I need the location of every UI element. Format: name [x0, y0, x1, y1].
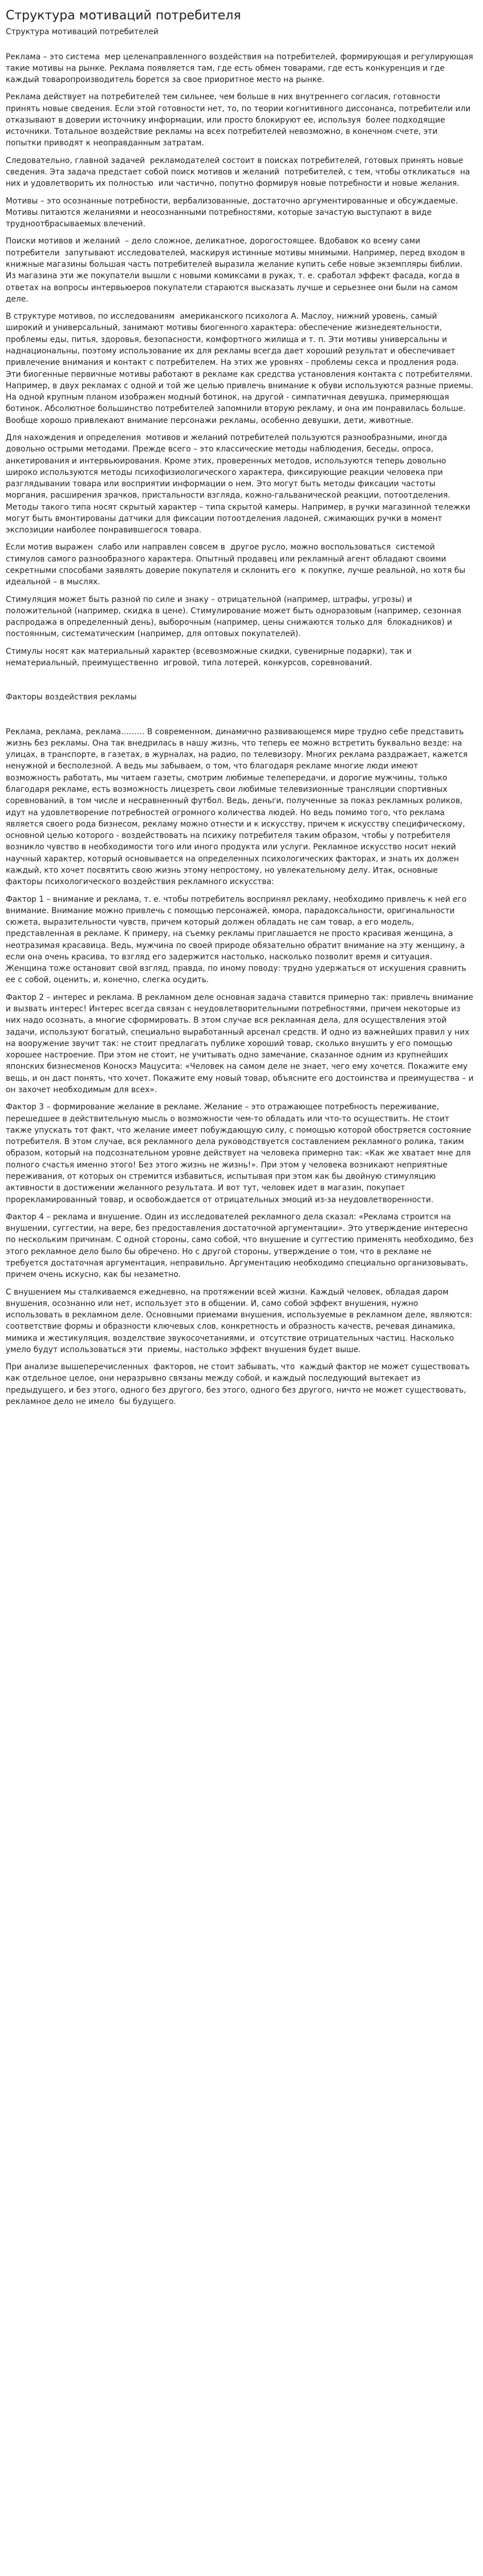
- paragraph: Стимуляция может быть разной по силе и знаку – отрицательной (например, штрафы, угрозы) и положительной (например, скидка в цене). Стимулирование может быть одноразовым (например, сезонная распродажа в определенный день), выборочным (например, цены снижаются только для блокадников) и постоянным, систематическим (например, для оптовых покупателей).: [6, 595, 464, 639]
- paragraph: Фактор 3 – формирование желание в рекламе. Желание – это отражающее потребность переживание, перешедшее в действительную мысль о возможности чем-то обладать или что-то осуществить. Не стоит также упускать тот факт, что желание имеет побуждающую силу, с помощью которой обостряется состояние потребителя. В этом случае, вся рекламного дела руководствуется составлением рекламного ролика, таким образом, который на подсознательном уровне действует на человека примерно так: «Как же хватает мне для полного счастья именно этого! Без этого жизнь не жизнь!». При этом у человека возникают неприятные переживания, от которых он стремится избавиться, испытывая при этом как бы двойную стимуляцию активности в достижении желанного результата. И вот тут, человек идет в магазин, покупает прорекламированный товар, и освобождается от отрицательных эмоций из-за неудовлетворенности.: [6, 1102, 474, 1204]
- paragraph: В структуре мотивов, по исследованиям американского психолога А. Маслоу, нижний уровень, самый широкий и универсальный, занимают мотивы биогенного характера: обеспечение жизнедеятельности, проблемы еды, питья, здоровья, безопасности, комфортного жилища и т. п. Эти мотивы универсальны и наднациональны, поэтому использование их для рекламы всегда дает хороший результат и обеспечивает привлечение внимания и контакт с потребителем. На этих же уровнях - проблемы секса и продления рода. Эти биогенные первичные мотивы работают в рекламе как средства установления контакта с потребителями. Например, в двух рекламах с одной и той же целью привлечь внимание к обуви используются разные приемы. На одной крупным планом изображен модный ботинок, на другой - симпатичная девушка, примеряющая ботинок. Абсолютное большинство потребителей запомнили вторую рекламу, и она им понравилась больше. Вообще хорошо привлекают внимание персонажи рекламы, особенно девушки, дети, животные.: [6, 312, 476, 425]
- paragraph: Фактор 2 – интерес и реклама. В рекламном деле основная задача ставится примерно так: привлечь внимание и вызвать интерес! Интерес всегда связан с неудовлетворительными потребностями, причем некоторые из них надо осознать, а многие сформировать. В этом случае вся рекламная дела, для осуществления этой задачи, используют богатый, специально выработанный арсенал средств. И одно из важнейших правил у них на вооружение звучит так: не стоит предлагать публике хороший товар, сколько внушить у его помощью хорошее настроение. При этом не стоит, не учитывать одно замечание, сказанное одним из крупнейших японских бизнесменов Коноскэ Мацусита: «Человек на самом деле не знает, чего ему хочется. Покажите ему вещь, и он даст понять, что хочет. Покажите ему новый товар, объясните его достоинства и преимущества – и он захочет необходимым для всех».: [6, 992, 476, 1094]
- page-subtitle: Структура мотиваций потребителей: [6, 27, 159, 36]
- section-heading: Факторы воздействия рекламы: [6, 693, 137, 702]
- paragraph: Мотивы – это осознанные потребности, вербализованные, достаточно аргументированные и обсуждаемые. Мотивы питаются желаниями и неосознанными потребностями, которые зачастую выступают в виде трудноотбрасываемых влечений.: [6, 196, 461, 229]
- paragraph: Фактор 4 – реклама и внушение. Один из исследователей рекламного дела сказал: «Реклама строится на внушении, суггестии, на вере, без предоставления достаточной аргументации». Это утверждение интересно по нескольким причинам. С одной стороны, само собой, что внушение и суггестию применять необходимо, без этого рекламное дело было бы обречено. Но с другой стороны, утверждение о том, что в рекламе не требуется достаточная аргументация, неправильно. Аргументацию необходимо специально организовывать, причем очень искусно, как бы незаметно.: [6, 1212, 476, 1280]
- paragraph: При анализе вышеперечисленных факторов, не стоит забывать, что каждый фактор не может существовать как отдельное целое, они неразрывно связаны между собой, и каждый последующий вытекает из предыдущего, и без этого, одного без другого, без этого, одного без другого, ничто не может существовать, рекламное дело не имело бы будущего.: [6, 1362, 472, 1407]
- paragraph: Поиски мотивов и желаний – дело сложное, деликатное, дорогостоящее. Вдобавок ко всему сами потребители запутывают исследователей, маскируя истинные мотивы мнимыми. Например, перед входом в книжные магазины большая часть потребителей выразила желание купить себе новые экземпляры библии. Из магазина эти же покупатели вышли с новыми комиксами в руках, т. е. сработал эффект фасада, когда в ответах на вопросы интервьюеров покупатели стараются высказать лучше и серьезнее они были на самом деле.: [6, 237, 468, 304]
- paragraph: С внушением мы сталкиваемся ежедневно, на протяжении всей жизни. Каждый человек, обладая даром внушения, осознанно или нет, использует это в общении. И, само собой эффект внушения, нужно использовать в рекламном деле. Основными приемами внушения, используемые в рекламном деле, являются: соответствие формы и образности ключевых слов, конкретность и образность качеств, речевая динамика, мимика и жестикуляция, возделствие звукосочетаниями, и отсутствие отрицательных частиц. Насколько умело будут использоваться эти приемы, настолько эффект внушения будет выше.: [6, 1287, 475, 1354]
- paragraph: Следовательно, главной задачей рекламодателей состоит в поисках потребителей, готовых принять новые сведения. Эта задача предстает собой поиск мотивов и желаний потребителей, с тем, чтобы откликаться на них и удовлетворить их полностью или частично, попутно формируя новые потребности и новые желания.: [6, 156, 473, 189]
- paragraph: Стимулы носят как материальный характер (всевозможные скидки, сувенирные подарки), так и нематериальный, преимущественно игровой, типа лотерей, конкурсов, соревнований.: [6, 646, 415, 668]
- paragraph: Фактор 1 – внимание и реклама, т. е. чтобы потребитель воспринял рекламу, необходимо привлечь к ней его внимание. Внимание можно привлечь с помощью персонажей, юмора, парадоксальности, оригинальности сюжета, выразительности чувств, причем который должен обладать не сам товар, а его модель, представленная в рекламе. К примеру, на съемку рекламы приглашается не просто красивая женщина, а неотразимая красавица. Ведь, мужчина по своей природе обязательно обратит внимание на эту женщину, а если она очень красива, то взгляд его задержится настолько, насколько позволит время и ситуация. Женщина тоже остановит свой взгляд, правда, по иному поводу: трудно удержаться от искушения сравнить ее с собой, оценить, и, конечно, слегка осудить.: [6, 894, 469, 985]
- paragraph: Если мотив выражен слабо или направлен совсем в другое русло, можно воспользоваться системой стимулов самого разнообразного характера. Опытный продавец или рекламный агент обладают своими секретными способами заявлять доверие покупателя и склонить его к покупке, лучше реальной, но хотя бы идеальной – в мыслях.: [6, 543, 468, 587]
- paragraph: Для нахождения и определения мотивов и желаний потребителей пользуются разнообразными, иногда довольно острыми методами. Прежде всего – это классические методы наблюдения, беседы, опроса, анкетирования и интервьюирования. Кроме этих, проверенных методов, используются теперь довольно широко используются методы психофизиологического характера, фиксирующие реакции человека при разглядывании товара или восприятии информации о нем. Это могут быть методы фиксации частоты моргания, расширения зрачков, пристальности взгляда, кожно-гальванической реакции, потоотделения. Методы такого типа носят скрытый характер – типа скрытой камеры. Например, в ручки магазинной тележки могут быть вмонтированы датчики для фиксации потоотделения ладоней, сжимающих ручки в момент экспозиции наиболее понравившегося товара.: [6, 433, 473, 535]
- paragraph: Реклама действует на потребителей тем сильнее, чем больше в них внутреннего согласия, готовности принять новые сведения. Если этой готовности нет, то, по теории когнитивного диссонанса, потребители или отказывают в доверии источнику информации, или просто блокируют ее, используя более подходящие источники. Тотальное воздействие рекламы на всех потребителей невозможно, в конечном счете, эти попытки приводят к неоправданным затратам.: [6, 92, 473, 148]
- intro-section: [6, 51, 474, 669]
- factors-section: [6, 726, 474, 1408]
- page-title: Структура мотиваций потребителя: [6, 9, 241, 23]
- paragraph: Реклама, реклама, реклама……… В современном, динамично развивающемся мире трудно себе представить жизнь без рекламы. Она так внедрилась в нашу жизнь, что теперь ее можно встретить буквально везде: на улицах, в транспорте, в газетах, в журналах, на радио, по телевизору. Многих реклама раздражает, кажется ненужной и бесполезной. А ведь мы забываем, о том, что благодаря рекламе многие люди имеют возможность работать, мы читаем газеты, смотрим любимые телепередачи, и дорогие мужчины, только благодаря рекламе, есть возможность лицезреть свои любимые телевизионные трансляции спортивных соревнований, в том числе и несравненный футбол. Ведь, деньги, полученные за показ рекламных роликов, идут на удовлетворение потребностей огромного количества людей. Но ведь помимо того, что реклама является своего рода бизнесом, рекламу можно отнести и к искусству, причем к искусству специфическому, основной целью которого - воздействовать на психику потребителя таким образом, чтобы у потребителя возникло чувство в необходимости того или иного продукта или услуги. Рекламное искусство носит некий научный характер, который основывается на определенных психологических факторах, и знать их должен каждый, кто хочет посвятить свою жизнь этому непростому, но увлекательному делу. Итак, основные факторы психологического воздействия рекламного искусства:: [6, 727, 470, 887]
- paragraph: Реклама – это система мер целенаправленного воздействия на потребителей, формирующая и регулирующая такие мотивы на рынке. Реклама появляется там, где есть обмен товарами, где есть конкуренция и где каждый товаропроизводитель борется за свое приоритное место на рынке.: [6, 52, 476, 85]
